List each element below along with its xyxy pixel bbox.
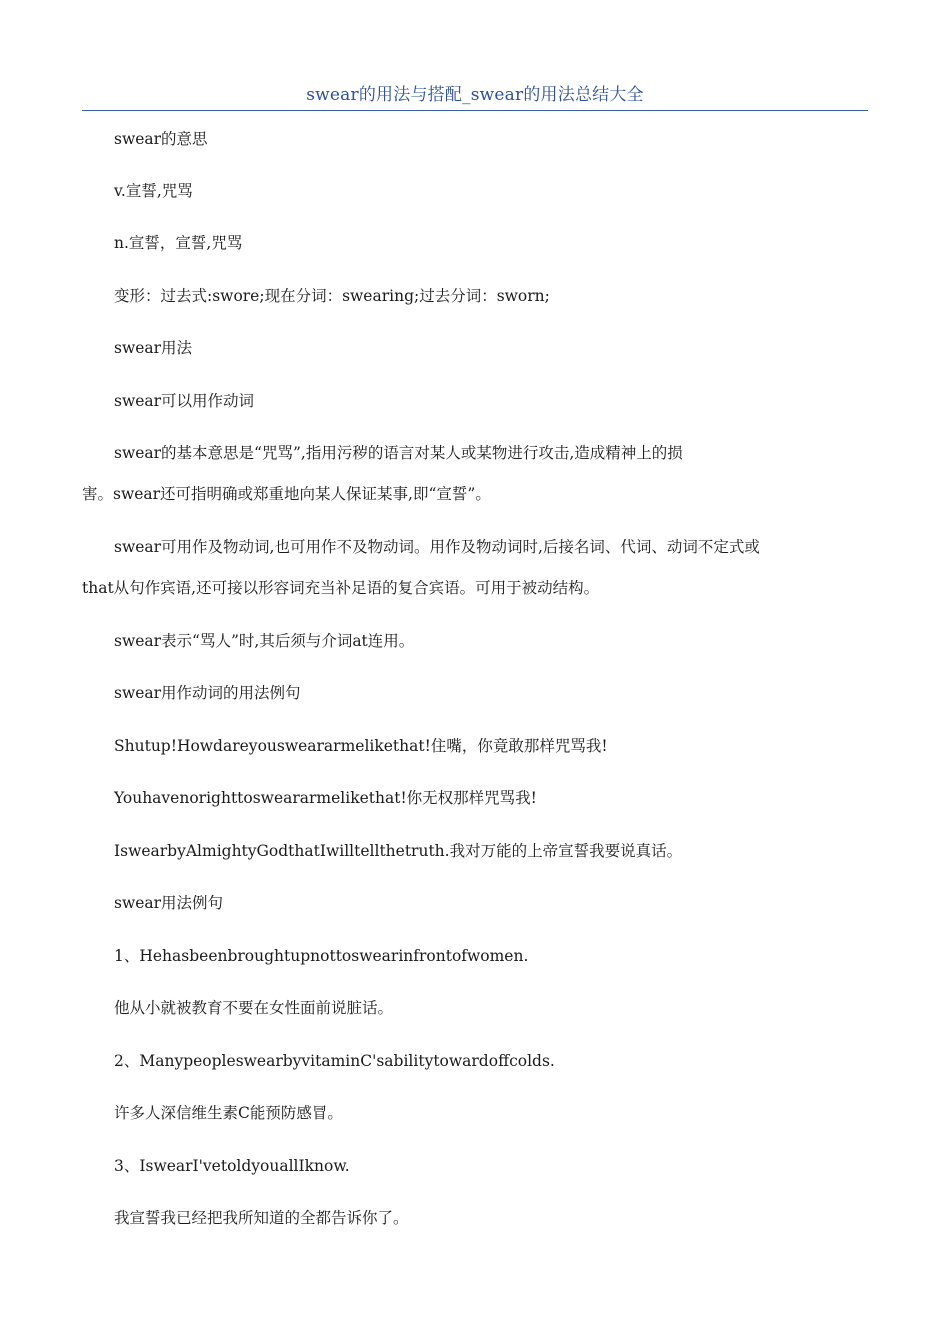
- page-header: [82, 80, 868, 111]
- example-sentence: 2、ManypeopleswearbyvitaminC'sabilitytowardoffcolds.: [114, 1052, 555, 1070]
- example-translation: 他从小就被教育不要在女性面前说脏话。: [114, 999, 394, 1017]
- section-heading: swear用作动词的用法例句: [114, 684, 301, 702]
- example-translation: 许多人深信维生素C能预防感冒。: [114, 1104, 343, 1122]
- text-line: n.宣誓，宣誓,咒骂: [114, 234, 243, 252]
- text-line: swear可以用作动词: [114, 392, 255, 410]
- text-line: swear表示“骂人”时,其后须与介词at连用。: [114, 632, 415, 650]
- paragraph-line: that从句作宾语,还可接以形容词充当补足语的复合宾语。可用于被动结构。: [82, 579, 600, 597]
- example-sentence: 1、Hehasbeenbroughtupnottoswearinfrontofwomen.: [114, 947, 529, 965]
- example-sentence: Youhavenorighttosweararmelikethat!你无权那样咒骂我!: [114, 789, 537, 807]
- text-line: 变形：过去式:swore;现在分词：swearing;过去分词：sworn;: [114, 287, 550, 305]
- paragraph-line: swear可用作及物动词,也可用作不及物动词。用作及物动词时,后接名词、代词、动词不定式或: [114, 538, 760, 556]
- text-line: swear的意思: [114, 130, 208, 148]
- example-sentence: 3、IswearI'vetoldyouallIknow.: [114, 1157, 350, 1175]
- paragraph-line: swear的基本意思是“咒骂”,指用污秽的语言对某人或某物进行攻击,造成精神上的损: [114, 444, 683, 462]
- text-line: v.宣誓,咒骂: [114, 182, 193, 200]
- example-sentence: Shutup!Howdareyousweararmelikethat!住嘴，你竟敢那样咒骂我!: [114, 737, 608, 755]
- example-translation: 我宣誓我已经把我所知道的全都告诉你了。: [114, 1209, 409, 1227]
- example-sentence: IswearbyAlmightyGodthatIwilltellthetruth.我对万能的上帝宣誓我要说真话。: [114, 842, 683, 860]
- section-heading: swear用法例句: [114, 894, 224, 912]
- page-title: swear的用法与搭配_swear的用法总结大全: [306, 85, 644, 105]
- paragraph-basic-meaning: [82, 443, 868, 504]
- paragraph-line: 害。swear还可指明确或郑重地向某人保证某事,即“宣誓”。: [82, 485, 491, 503]
- paragraph-transitive: [82, 537, 868, 598]
- text-line: swear用法: [114, 339, 193, 357]
